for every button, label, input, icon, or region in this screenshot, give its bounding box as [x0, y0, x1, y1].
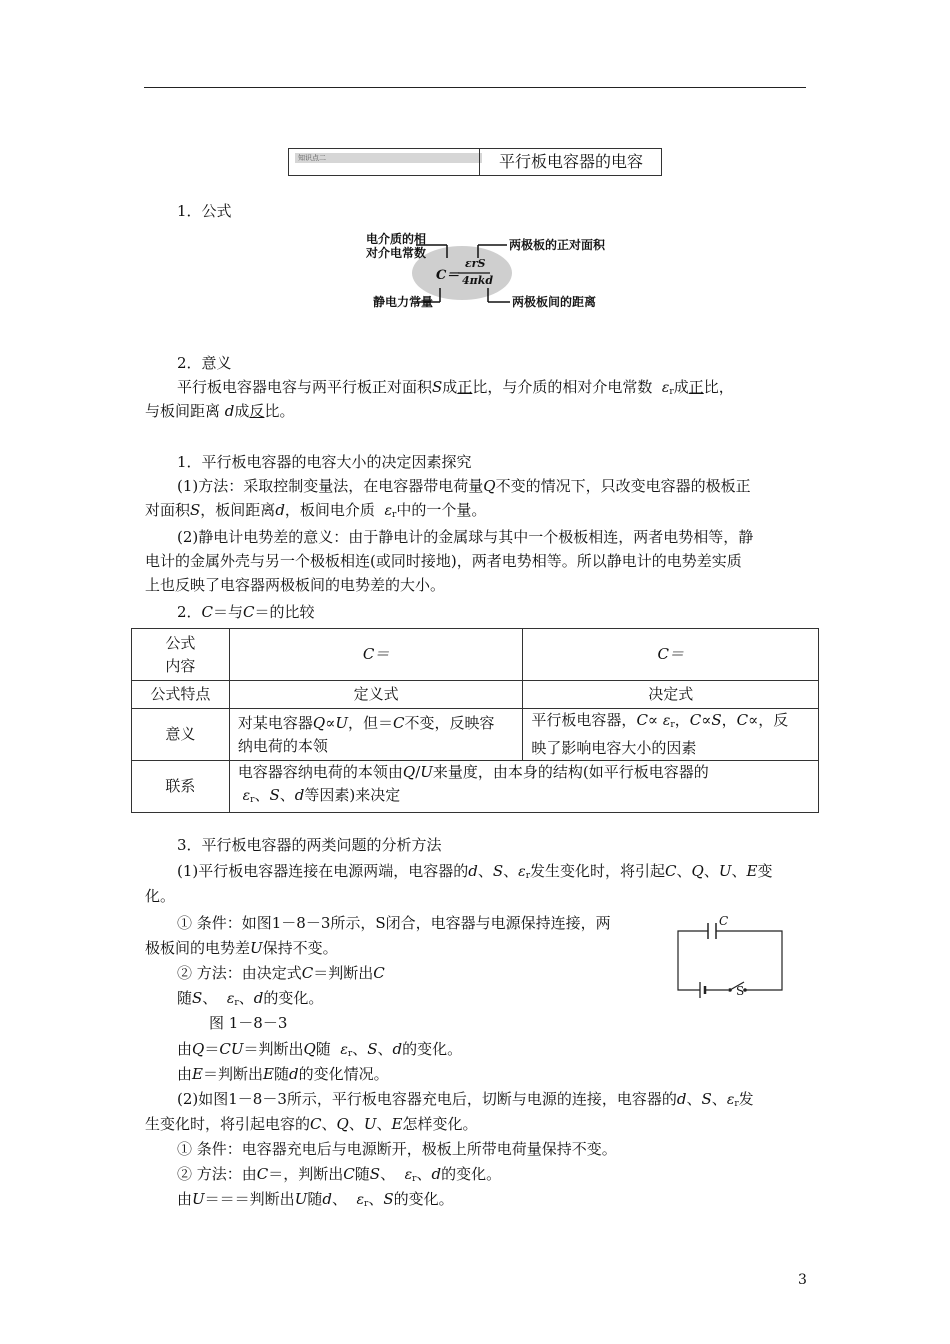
var-C: C — [301, 964, 314, 982]
case2-line-2 — [145, 1113, 477, 1135]
text: 发生变化时，将引起 — [530, 862, 666, 880]
knowledge-point-box — [288, 148, 662, 176]
electrometer-line-1: (2)静电计电势差的意义：由于静电计的金属球与其中一个极板相连，两者电势相等，静 — [177, 528, 754, 546]
text — [234, 712, 519, 735]
label-dielectric-2: 对介电常数 — [366, 246, 427, 260]
var-d: d — [253, 989, 264, 1007]
subscript: r — [347, 1049, 353, 1059]
var-U: U — [363, 1115, 377, 1133]
text: 随 — [273, 1065, 289, 1083]
text: ＝，判断出 — [268, 1165, 344, 1183]
text: 不变，反映容 — [404, 713, 495, 732]
text: 成 — [673, 378, 689, 396]
text: ＝ — [204, 1040, 220, 1058]
text — [527, 709, 814, 737]
var-Q: Q — [691, 862, 704, 880]
electrometer-line-2: 电计的金属外壳与另一个极板相连(或同时接地)，两者电势相等。所以静电计的电势差实质 — [145, 552, 742, 570]
knowledge-point-tag: 知识点二 — [295, 153, 482, 163]
var-C: C — [393, 713, 405, 732]
var-epsilon: ε — [242, 788, 251, 804]
section-meaning-heading: 2．意义 — [177, 354, 232, 372]
text: 、 — [254, 786, 270, 804]
var-C: C — [636, 711, 648, 729]
text: 平行板电容器电容与两平行板正对面积 — [177, 378, 433, 396]
text: 、 — [279, 786, 295, 804]
label-area: 两极板的正对面积 — [509, 238, 606, 252]
var-epsilon: ε — [726, 1092, 735, 1108]
text: ＝判断出 — [243, 1040, 304, 1058]
text: 比， — [703, 378, 734, 396]
row-label: 意义 — [132, 709, 230, 761]
text: 、 — [686, 1090, 702, 1108]
text — [234, 761, 814, 784]
var-epsilon: ε — [356, 1192, 365, 1208]
var-Q: Q — [312, 713, 326, 732]
var-d: d — [431, 1165, 442, 1183]
text: 比，与介质的相对介电常数 — [472, 378, 653, 396]
text: 成 — [234, 402, 250, 420]
label-distance: 两极板间的距离 — [512, 295, 597, 309]
text: 保持不变。 — [262, 939, 338, 957]
var-d: d — [468, 862, 478, 880]
text: 、 — [477, 862, 493, 880]
subscript: r — [670, 720, 675, 730]
text: ， — [674, 711, 690, 729]
var-C: C — [373, 964, 385, 982]
switch-label: S — [736, 984, 745, 998]
var-S: S — [192, 989, 203, 1007]
text: ，但＝ — [348, 713, 394, 732]
table-cell: 定义式 — [229, 681, 523, 709]
text: 、 — [503, 862, 519, 880]
var-epsilon: ε — [404, 1167, 413, 1183]
table-row — [132, 681, 819, 709]
text: 电容器容纳电荷的本领由 — [237, 763, 403, 781]
var-Q: Q — [483, 477, 496, 495]
text: ② 方法：由决定式 — [177, 964, 302, 982]
text: 、 — [321, 1115, 337, 1133]
var-epsilon: ε — [518, 864, 526, 880]
text: 平行板电容器， — [531, 711, 637, 729]
text: ， — [721, 711, 737, 729]
text: 变 — [757, 862, 773, 880]
text: (1)平行板电容器连接在电源两端，电容器的 — [177, 862, 469, 880]
text: 、 — [731, 862, 747, 880]
text: 2． — [177, 603, 202, 621]
var-C: C — [256, 1165, 269, 1183]
var-d: d — [288, 1065, 299, 1083]
table-cell — [229, 761, 818, 813]
explore-heading: 1．平行板电容器的电容大小的决定因素探究 — [177, 453, 472, 471]
header-determining-formula: C＝ — [523, 629, 819, 681]
var-E: E — [262, 1065, 274, 1083]
section-formula-heading: 1．公式 — [177, 202, 232, 220]
text: 来量度，由本身的结构(如平行板电容器的 — [432, 763, 709, 781]
text: 由 — [177, 1190, 193, 1208]
text: 、 — [368, 1190, 384, 1208]
text: 纳电荷的本领 — [237, 736, 328, 755]
var-epsilon: ε — [384, 503, 392, 519]
text — [234, 784, 814, 812]
subscript: r — [734, 1099, 739, 1109]
answer-blank: 反 — [249, 402, 265, 420]
text: 发 — [738, 1090, 754, 1108]
text: 随 — [177, 989, 193, 1007]
var-U: U — [420, 763, 433, 781]
row-label: 公式特点 — [132, 681, 230, 709]
text: 的变化。 — [393, 1190, 454, 1208]
var-C: C — [736, 711, 749, 729]
case1-method-2 — [177, 987, 323, 1014]
table-row — [132, 761, 819, 813]
text: (2)如图1－8－3所示，平行板电容器充电后，切断与电源的连接，电容器的 — [177, 1090, 677, 1108]
table-cell — [523, 709, 819, 761]
text: 与板间距离 — [145, 402, 221, 420]
text: 生变化时，将引起电容的 — [145, 1115, 311, 1133]
var-CU: CU — [219, 1040, 244, 1058]
page-number: 3 — [798, 1272, 807, 1288]
meaning-line-2 — [145, 400, 294, 422]
analysis-heading: 3．平行板电容器的两类问题的分析方法 — [177, 836, 442, 854]
var-d: d — [224, 402, 235, 420]
method-line-1 — [177, 475, 751, 497]
text: 成 — [442, 378, 458, 396]
text: ＝＝＝判断出 — [204, 1190, 295, 1208]
text: 怎样变化。 — [402, 1115, 478, 1133]
table-cell — [229, 709, 523, 761]
var-S: S — [492, 862, 504, 880]
subscript: r — [392, 510, 397, 520]
table-row — [132, 709, 819, 761]
text: ∝，反 — [748, 711, 789, 729]
text: 等因素)来决定 — [304, 786, 401, 804]
knowledge-point-title: 平行板电容器的电容 — [499, 152, 644, 171]
circuit-wire-right — [716, 931, 782, 990]
text: ＝的比较 — [254, 603, 315, 621]
text: 不变的情况下，只改变电容器的极板正 — [495, 477, 751, 495]
text: 、 — [380, 1165, 396, 1183]
text: 比。 — [264, 402, 295, 420]
var-C: C — [665, 862, 677, 880]
case1-q-line — [177, 1038, 462, 1065]
text: ＝判断出 — [202, 1065, 263, 1083]
comparison-table — [131, 628, 819, 813]
text: 随 — [307, 1190, 323, 1208]
text: / — [415, 763, 421, 781]
text: 公式 — [165, 633, 196, 652]
text: ＝与 — [213, 603, 244, 621]
var-epsilon: ε — [340, 1042, 348, 1058]
subscript: r — [364, 1199, 369, 1209]
text: 极板间的电势差 — [145, 939, 251, 957]
text: 的变化。 — [402, 1040, 463, 1058]
var-d: d — [392, 1040, 403, 1058]
case2-condition: ① 条件：电容器充电后与电源断开，极板上所带电荷量保持不变。 — [177, 1140, 617, 1158]
case2-method — [177, 1163, 501, 1190]
circuit-diagram — [670, 914, 795, 1000]
var-d: d — [275, 501, 285, 519]
capacitor-label: C — [719, 914, 729, 928]
var-S: S — [383, 1190, 394, 1208]
text: 的变化。 — [441, 1165, 502, 1183]
var-S: S — [269, 786, 280, 804]
var-epsilon: ε — [661, 380, 670, 396]
formula-numerator: εrS — [465, 257, 486, 270]
text: 的变化。 — [263, 989, 324, 1007]
var-Q: Q — [192, 1040, 205, 1058]
case1-line-2: 化。 — [145, 887, 176, 905]
var-U: U — [250, 939, 263, 957]
var-U: U — [718, 862, 732, 880]
var-U: U — [294, 1190, 308, 1208]
case1-condition-1: ① 条件：如图1－8－3所示，S闭合，电容器与电源保持连接，两 — [177, 914, 611, 932]
formula-lhs: C＝ — [436, 268, 460, 283]
subscript: r — [250, 795, 255, 805]
text: 、 — [377, 1040, 393, 1058]
electrometer-line-3: 上也反映了电容器两极板间的电势差的大小。 — [145, 576, 446, 594]
circuit-wire-left — [678, 931, 708, 990]
box-divider — [479, 149, 480, 175]
text: ，板间距离 — [200, 501, 276, 519]
subscript: r — [234, 998, 239, 1008]
text: 、 — [676, 862, 692, 880]
text: 由 — [177, 1065, 193, 1083]
text: ＝判断出 — [313, 964, 374, 982]
header-definition-formula: C＝ — [229, 629, 523, 681]
row-label: 联系 — [132, 761, 230, 813]
text: 对面积 — [145, 501, 191, 519]
text: ∝ — [325, 713, 336, 732]
text: ，板间电介质 — [284, 501, 375, 519]
text: ② 方法：由 — [177, 1165, 257, 1183]
meaning-line-1 — [177, 376, 734, 403]
var-Q: Q — [336, 1115, 349, 1133]
var-E: E — [391, 1115, 403, 1133]
var-E: E — [746, 862, 758, 880]
var-C: C — [243, 603, 255, 621]
var-d: d — [676, 1090, 687, 1108]
var-E: E — [192, 1065, 203, 1083]
text: 随 — [354, 1165, 370, 1183]
text: ∝ — [647, 711, 659, 729]
table-row — [132, 629, 819, 681]
subscript: r — [669, 387, 674, 397]
var-C: C — [201, 603, 214, 621]
text: 、 — [711, 1090, 727, 1108]
var-C: C — [689, 711, 702, 729]
var-Q: Q — [303, 1040, 316, 1058]
text: 、 — [416, 1165, 432, 1183]
text: 、 — [331, 1190, 347, 1208]
label-dielectric-1: 电介质的相 — [366, 232, 427, 246]
answer-blank: 正 — [688, 378, 704, 396]
var-d: d — [322, 1190, 332, 1208]
var-d: d — [294, 786, 305, 804]
text: 映了影响电容大小的因素 — [531, 739, 697, 757]
var-S: S — [369, 1165, 381, 1183]
case1-condition-2 — [145, 937, 338, 959]
text: 由 — [177, 1040, 193, 1058]
text: 中的一个量。 — [396, 501, 487, 519]
answer-blank: 正 — [457, 378, 473, 396]
text: 、 — [348, 1115, 364, 1133]
var-S: S — [711, 711, 722, 729]
case2-u-line — [177, 1188, 454, 1215]
compare-heading — [177, 601, 315, 623]
method-line-2 — [145, 499, 486, 526]
var-S: S — [701, 1090, 712, 1108]
label-constant: 静电力常量 — [373, 295, 434, 309]
text: 、 — [376, 1115, 392, 1133]
text: 随 — [315, 1040, 331, 1058]
figure-caption: 图 1－8－3 — [209, 1014, 288, 1032]
var-C: C — [343, 1165, 355, 1183]
var-S: S — [190, 501, 201, 519]
var-epsilon: ε — [226, 991, 235, 1007]
case1-e-line — [177, 1063, 389, 1085]
var-Q: Q — [402, 763, 416, 781]
var-S: S — [432, 378, 443, 396]
text: 的变化情况。 — [298, 1065, 389, 1083]
text: 对某电容器 — [237, 713, 313, 732]
header-rule — [144, 87, 806, 88]
var-U: U — [192, 1190, 205, 1208]
case1-method-1 — [177, 962, 385, 984]
subscript: r — [525, 871, 530, 881]
text: 、 — [202, 989, 218, 1007]
text: 、 — [352, 1040, 368, 1058]
text: 、 — [238, 989, 254, 1007]
text: 、 — [703, 862, 719, 880]
formula-denominator: 4πkd — [462, 274, 494, 287]
case2-line-1 — [177, 1088, 754, 1115]
text: 内容 — [165, 656, 196, 675]
text: (1)方法：采取控制变量法，在电容器带电荷量 — [177, 477, 484, 495]
var-C: C — [310, 1115, 322, 1133]
var-epsilon: ε — [662, 713, 671, 729]
subscript: r — [412, 1174, 417, 1184]
var-U: U — [335, 713, 348, 732]
header-corner-cell — [132, 629, 230, 681]
case1-line-1 — [177, 860, 772, 887]
table-cell: 决定式 — [523, 681, 819, 709]
var-S: S — [367, 1040, 378, 1058]
text: ∝ — [701, 711, 712, 729]
